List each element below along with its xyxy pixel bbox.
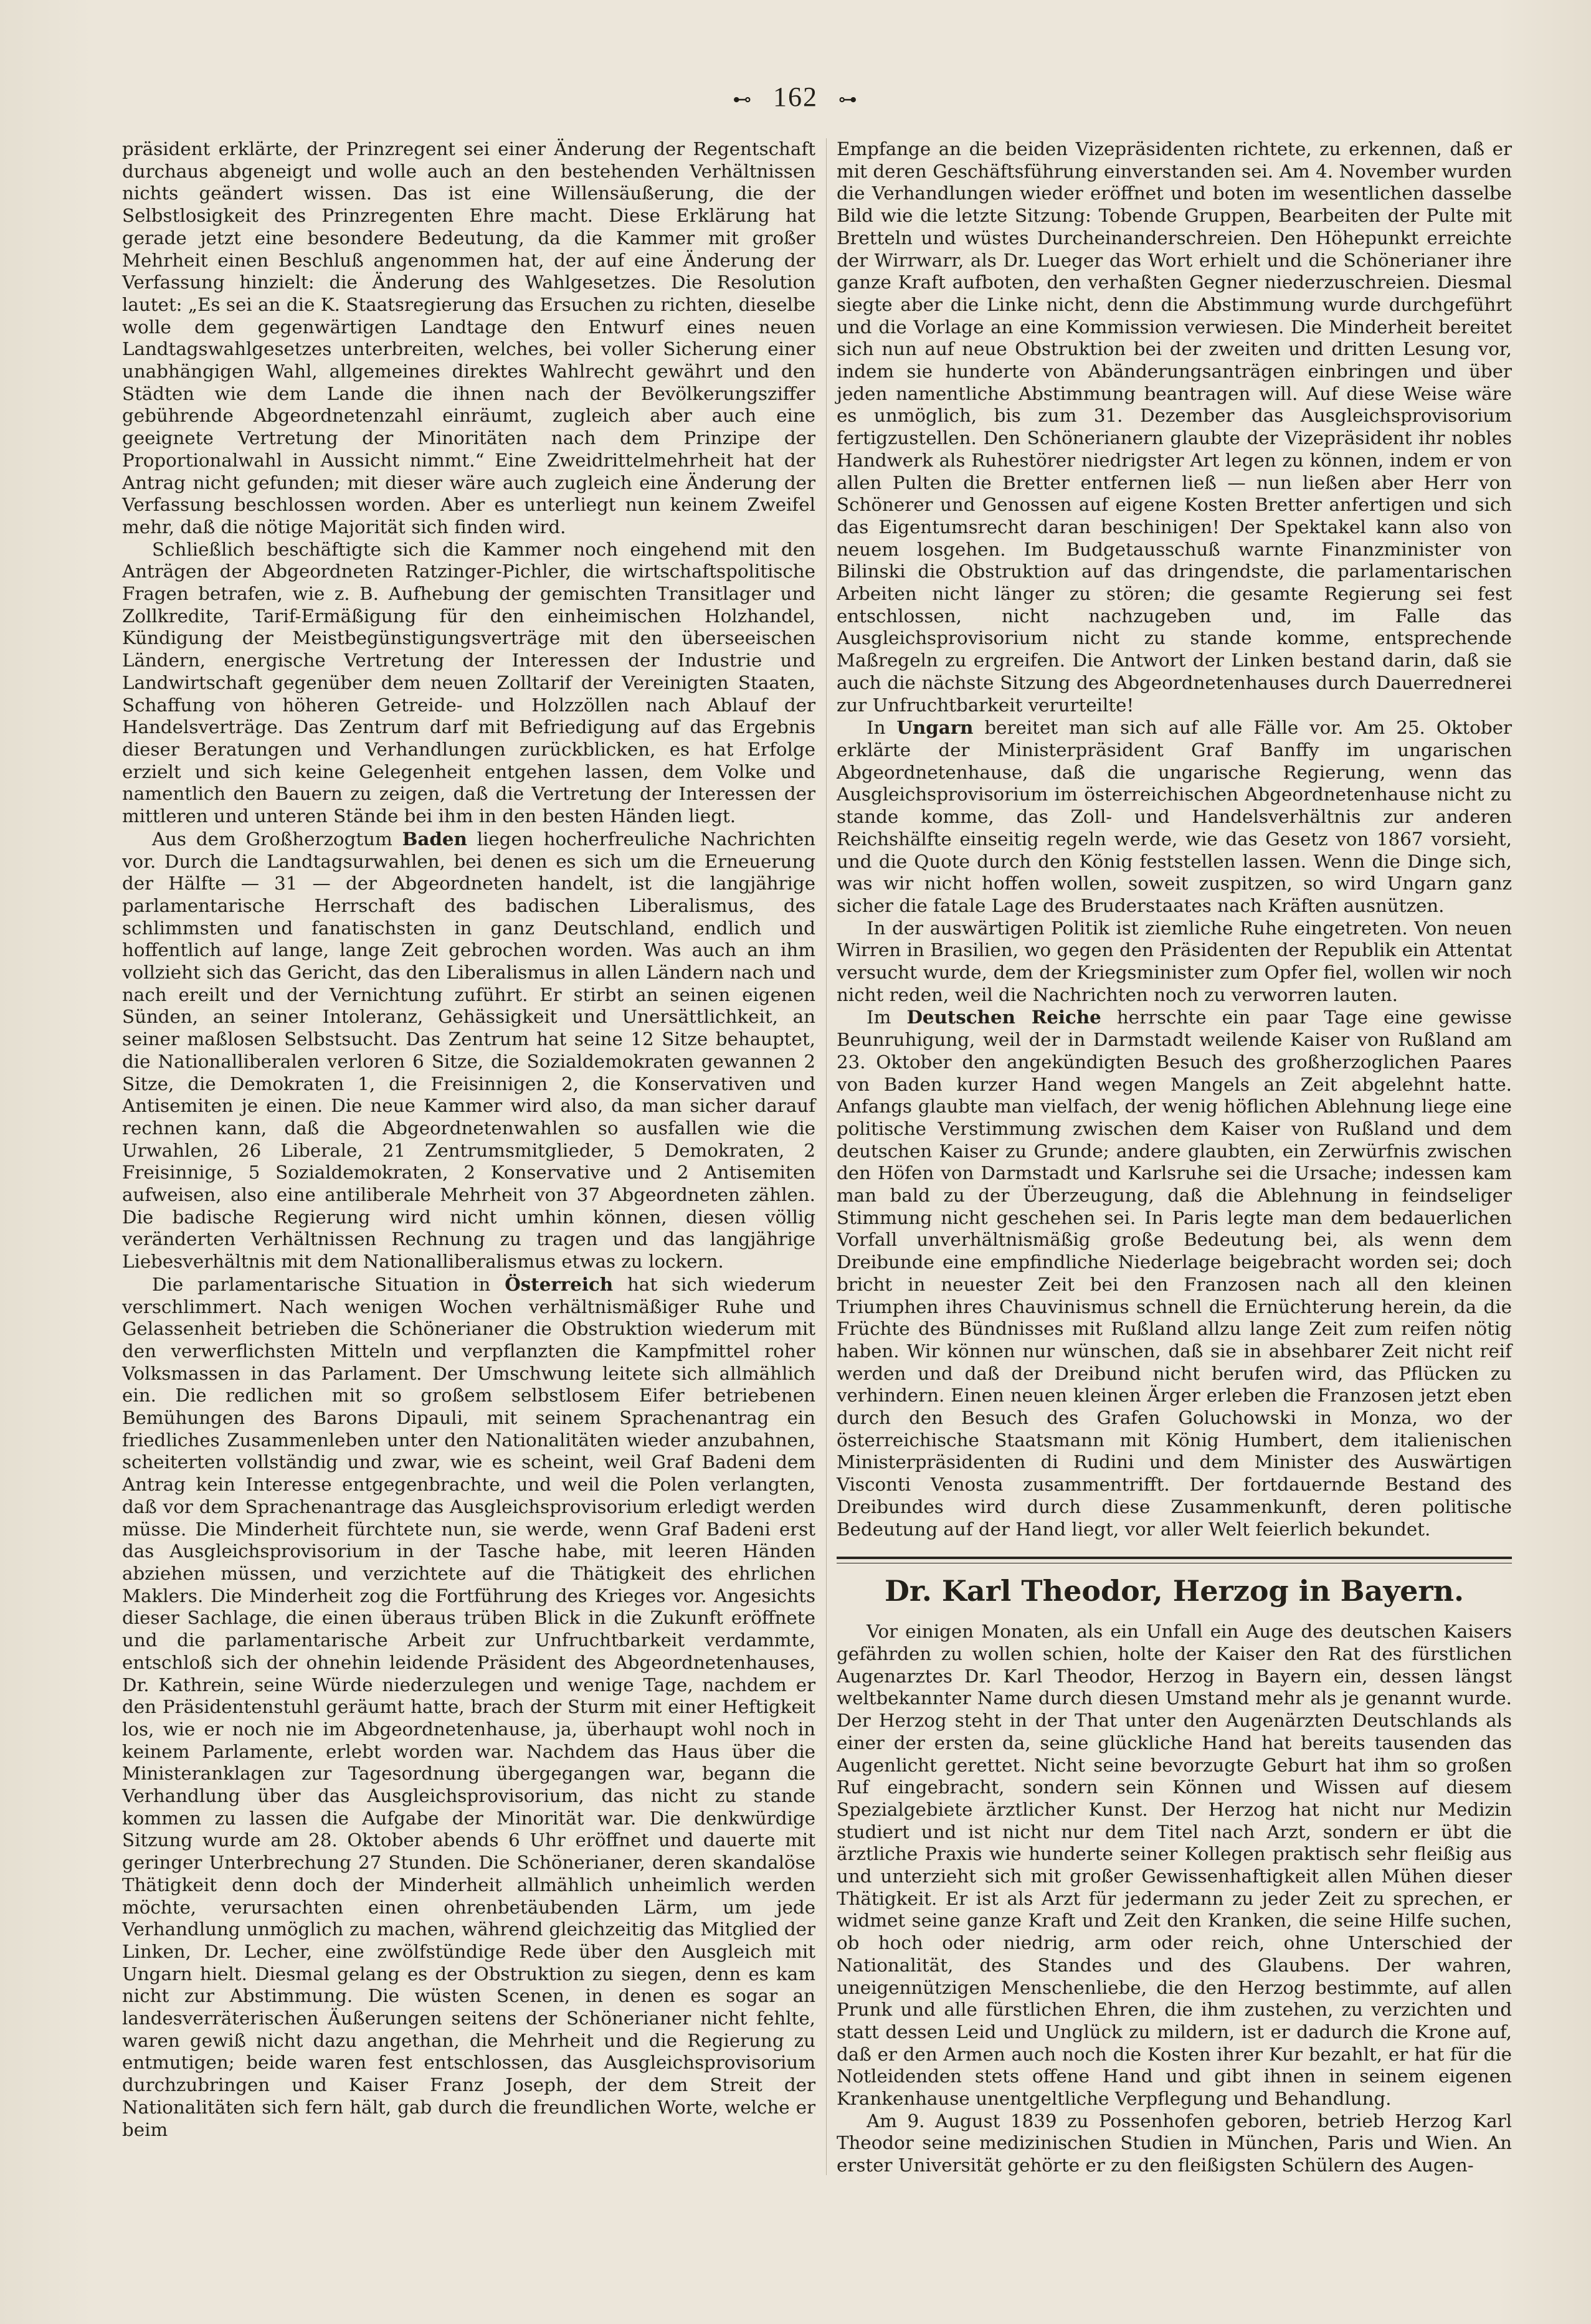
baden-keyword: Baden: [402, 827, 467, 850]
right-column: [837, 138, 1512, 2177]
austria-keyword: Österreich: [505, 1273, 614, 1295]
paragraph-chamber-motions: Schließlich beschäftigte sich die Kammer noch eingehend mit den Anträgen der Abgeordneten Ratzinger-Pichler, die wirtschaftspolitische Fragen betrafen, wie z. B. Aufhebung der gemischten Transitlager und Zollkredite, Tarif-Ermäßigung für den einheimischen Holzhandel, Kündigung der Meistbegünstigungsverträge mit den überseeischen Ländern, energische Vertretung der Interessen der Industrie und Landwirtschaft gegenüber dem neuen Zolltarif der Vereinigten Staaten, Schaffung von höheren Getreide- und Holzzöllen nach Ablauf der Handelsverträge. Das Zentrum darf mit Befriedigung auf das Ergebnis dieser Beratungen und Verhandlungen zurückblicken, es hat Erfolge erzielt und sich keine Gelegenheit entgehen lassen, dem Volke und namentlich den Bauern zu zeigen, daß die Vertretung der Interessen der mittleren und unteren Stände bei ihm in den besten Händen liegt.: [122, 538, 815, 827]
ornament-left-icon: ⊷: [733, 88, 753, 111]
hungary-keyword: Ungarn: [896, 716, 974, 739]
left-column: [122, 138, 815, 2141]
german-intro: Im: [867, 1007, 907, 1028]
paragraph-foreign-policy: In der auswärtigen Politik ist ziemliche Ruhe eingetreten. Von neuen Wirren in Brasilien, wo gegen den Präsidenten der Republik ein Attentat versucht wurde, dem der Kriegsminister zum Opfer fiel, wollen wir noch nicht reden, weil die Nachrichten noch zu verworren lauten.: [837, 917, 1512, 1005]
austria-intro: Die parlamentarische Situation in: [152, 1273, 505, 1295]
paragraph-baden: [122, 828, 815, 1273]
hungary-text: bereitet man sich auf alle Fälle vor. Am 25. Oktober erklärte der Ministerpräsident Graf Banffy im ungarischen Abgeordnetenhause, daß die ungarische Regierung, wenn das Ausgleichsprovisorium im österreichischen Abgeordnetenhause nicht zu stande komme, das Zoll- und Handelsverhältnis zur anderen Reichshälfte einseitig regeln werde, wie das Gesetz von 1867 vorsieht, und die Quote durch den König feststellen lassen. Wenn die Dinge sich, was wir nicht hoffen wollen, soweit zuspitzen, so wird Ungarn ganz sicher die fatale Lage des Bruderstaates nach Kräften ausnützen.: [837, 717, 1513, 916]
hungary-intro: In: [867, 717, 897, 739]
austria-text: hat sich wiederum verschlimmert. Nach wenigen Wochen verhältnismäßiger Ruhe und Gelassenheit betrieben die Schönerianer die Obstruktion wiederum mit den verwerflichsten Mitteln und verpflanzten die Kampfmittel roher Volksmassen in das Parlament. Der Umschwung leitete sich allmählich ein. Die redlichen mit so großem selbstlosem Eifer betriebenen Bemühungen des Barons Dipauli, mit seinem Sprachenantrag ein friedliches Zusammenleben unter den Nationalitäten wieder anzubahnen, scheiterten vollständig und zwar, wie es scheint, weil Graf Badeni dem Antrag kein Interesse entgegenbrachte, und weil die Polen verlangten, daß vor dem Sprachenantrage das Ausgleichsprovisorium erledigt werden müsse. Die Minderheit fürchtete nun, sie werde, wenn Graf Badeni erst das Ausgleichsprovisorium in der Tasche habe, mit leeren Händen abziehen müssen, und verzichtete auf die Thätigkeit des ehrlichen Maklers. Die Minderheit zog die Fortführung des Krieges vor. Angesichts dieser Sachlage, die einen überaus trüben Blick in die Zukunft eröffnete und die parlamentarische Arbeit zur Unfruchtbarkeit verdammte, entschloß sich der ohnehin leidende Präsident des Abgeordnetenhauses, Dr. Kathrein, seine Würde niederzulegen und wenige Tage, nachdem er den Präsidentenstuhl geräumt hatte, brach der Sturm mit einer Heftigkeit los, wie er noch nie im Abgeordnetenhause, ja, überhaupt wohl noch in keinem Parlamente, erlebt worden war. Nachdem das Haus über die Ministeranklagen zur Tagesordnung übergegangen war, begann die Verhandlung über das Ausgleichsprovisorium, das nicht zu stande kommen zu lassen die Aufgabe der Minorität war. Die denkwürdige Sitzung wurde am 28. Oktober abends 6 Uhr eröffnet und dauerte mit geringer Unterbrechung 27 Stunden. Die Schönerianer, deren skandalöse Thätigkeit denn doch der Minderheit allmählich unheimlich werden möchte, verursachten einen ohrenbetäubenden Lärm, um jede Verhandlung unmöglich zu machen, während gleichzeitig das Mitglied der Linken, Dr. Lecher, eine zwölfstündige Rede über den Ausgleich mit Ungarn hielt. Diesmal gelang es der Obstruktion zu siegen, denn es kam nicht zur Abstimmung. Die wüsten Scenen, in denen es sogar an landesverräterischen Äußerungen seitens der Schönerianer nicht fehlte, waren gewiß nicht dazu angethan, die Mehrheit und die Regierung zu entmutigen; beide waren fest entschlossen, das Ausgleichsprovisorium durchzubringen und Kaiser Franz Joseph, der dem Streit der Nationalitäten sich fern hält, gab durch die freundlichen Worte, welche er beim: [122, 1273, 815, 2140]
paragraph-austria-continued: Empfange an die beiden Vizepräsidenten richtete, zu erkennen, daß er mit deren Geschäftsführung einverstanden sei. Am 4. November wurden die Verhandlungen wieder eröffnet und boten im wesentlichen dasselbe Bild wie die letzte Sitzung: Tobende Gruppen, Bearbeiten der Pulte mit Bretteln und wüstes Durcheinanderschreien. Den Höhepunkt erreichte der Wirrwarr, als Dr. Lueger das Wort erhielt und die Schönerianer ihre ganze Kraft aufboten, den verhaßten Gegner niederzuschreien. Diesmal siegte aber die Linke nicht, denn die Abstimmung wurde durchgeführt und die Vorlage an eine Kommission verwiesen. Die Minderheit bereitet sich nun auf neue Obstruktion bei der zweiten und dritten Lesung vor, indem sie hunderte von Abänderungsanträgen einbringen und über jeden namentliche Abstimmung beantragen will. Auf diese Weise wäre es unmöglich, bis zum 31. Dezember das Ausgleichsprovisorium fertigzustellen. Den Schönerianern glaubte der Vizepräsident ihr nobles Handwerk als Ruhestörer niedrigster Art legen zu können, indem er von allen Pulten die Bretter entfernen ließ — nun ließen aber Herr von Schönerer und Genossen auf eigene Kosten Bretter anfertigen und sich das Eigentumsrecht daran beschinigen! Der Spektakel kann also von neuem losgehen. Im Budgetausschuß warnte Finanzminister von Bilinski die Obstruktion auf das dringendste, die parlamentarischen Arbeiten nicht länger zu stören; die gesamte Regierung sei fest entschlossen, nicht nachzugeben und, im Falle das Ausgleichsprovisorium nicht zu stande komme, entsprechende Maßregeln zu ergreifen. Die Antwort der Linken bestand darin, daß sie auch die nächste Sitzung des Abgeordnetenhauses durch Dauerrednerei zur Unfruchtbarkeit verurteilte!: [837, 138, 1512, 716]
german-keyword: Deutschen Reiche: [906, 1006, 1101, 1028]
column-divider: [826, 138, 827, 2175]
page-number: 162: [773, 82, 818, 112]
section-rule: [837, 1557, 1512, 1563]
paragraph-hungary: [837, 716, 1512, 917]
paragraph-austria: [122, 1273, 815, 2141]
article-paragraph-2: Am 9. August 1839 zu Possenhofen geboren, betrieb Herzog Karl Theodor seine medizinischen Studien in München, Paris und Wien. An erster Universität gehörte er zu den fleißigsten Schülern des Augen-: [837, 2110, 1512, 2176]
paragraph-german-empire: [837, 1006, 1512, 1540]
german-text: herrschte ein paar Tage eine gewisse Beunruhigung, weil der in Darmstadt weilende Kaiser von Rußland am 23. Oktober den angekündigten Besuch des großherzoglichen Paares von Baden kurzer Hand wegen Mangels an Zeit abgelehnt hatte. Anfangs glaubte man vielfach, der wenig höflichen Ablehnung liege eine politische Verstimmung zwischen dem Kaiser von Rußland und dem deutschen Kaiser zu Grunde; andere glaubten, ein Zerwürfnis zwischen den Höfen von Darmstadt und Karlsruhe sei die Ursache; indessen kam man bald zu der Überzeugung, daß die Ablehnung in feindseliger Stimmung nicht geschehen sei. In Paris legte man dem bedauerlichen Vorfall unverhältnismäßig große Bedeutung bei, als wenn dem Dreibunde eine empfindliche Niederlage beigebracht worden sei; doch bricht in neuester Zeit bei den Franzosen nach all den kleinen Triumphen ihres Chauvinismus schnell die Ernüchterung herein, da die Früchte des Bündnisses mit Rußland allzu lange Zeit zum reifen nötig haben. Wir können nur wünschen, daß sie in absehbarer Zeit nicht reif werden und daß der Dreibund nicht berufen wird, das Pflücken zu verhindern. Einen neuen kleinen Ärger erleben die Franzosen jetzt eben durch den Besuch des Grafen Goluchowski in Monza, wo der österreichische Staatsmann mit König Humbert, dem italienischen Ministerpräsidenten di Rudini und dem Minister des Auswärtigen Visconti Venosta zusammentrifft. Der fortdauernde Bestand des Dreibundes wird durch diese Zusammenkunft, deren politische Bedeutung auf der Hand liegt, vor aller Welt feierlich bekundet.: [837, 1007, 1513, 1540]
baden-intro: Aus dem Großherzogtum: [152, 828, 402, 850]
article-paragraph-1: Vor einigen Monaten, als ein Unfall ein Auge des deutschen Kaisers gefährden zu wollen schien, holte der Kaiser den Rat des fürstlichen Augenarztes Dr. Karl Theodor, Herzog in Bayern ein, dessen längst weltbekannter Name durch diesen Umstand mehr als je genannt wurde. Der Herzog steht in der That unter den Augenärzten Deutschlands als einer der ersten da, seine glückliche Hand hat bereits tausenden das Augenlicht gerettet. Nicht seine bevorzugte Geburt hat ihm so großen Ruf eingebracht, sondern sein Können und Wissen auf diesem Spezialgebiete ärztlicher Kunst. Der Herzog hat nicht nur Medizin studiert und ist nicht nur dem Titel nach Arzt, sondern er übt die ärztliche Praxis wie hunderte seiner Kollegen praktisch sehr fleißig aus und unterzieht sich mit großer Gewissenhaftigkeit allen Mühen dieser Thätigkeit. Er ist als Arzt für jedermann zu jeder Zeit zu sprechen, er widmet seine ganze Kraft und Zeit den Kranken, die seine Hilfe suchen, ob hoch oder niedrig, arm oder reich, ohne Unterschied der Nationalität, des Standes und des Glaubens. Der wahren, uneigennützigen Menschenliebe, die den Herzog bestimmte, auf allen Prunk und alle fürstlichen Ehren, die ihm zustehen, zu verzichten und statt dessen Leid und Unglück zu mildern, ist er dadurch die Krone auf, daß er den Armen auch noch die Kosten ihrer Kur bezahlt, er hat für die Notleidenden stets offene Hand und gibt ihnen in seinem eigenen Krankenhause unentgeltliche Verpflegung und Behandlung.: [837, 1621, 1512, 2110]
page-header: [0, 81, 1591, 113]
article-title: Dr. Karl Theodor, Herzog in Bayern.: [884, 1574, 1465, 1608]
baden-text: liegen hocherfreuliche Nachrichten vor. Durch die Landtagsurwahlen, bei denen es sich um die Erneuerung der Hälfte — 31 — der Abgeordneten handelt, ist die langjährige parlamentarische Herrschaft des badischen Liberalismus, des schlimmsten und fanatischsten in ganz Deutschland, endlich und hoffentlich auf lange, lange Zeit gebrochen worden. Was auch an ihm vollzieht sich das Gericht, das den Liberalismus in allen Ländern nach und nach ereilt und der Vernichtung zuführt. Er stirbt an seinen eigenen Sünden, an seiner Intoleranz, Gehässigkeit und Unersättlichkeit, an seiner maßlosen Selbstsucht. Das Zentrum hat seine 12 Sitze behauptet, die Nationalliberalen verloren 6 Sitze, die Sozialdemokraten gewannen 2 Sitze, die Demokraten 1, die Freisinnigen 2, die Konservativen und Antisemiten je einen. Die neue Kammer wird also, da man sicher darauf rechnen kann, daß die Abgeordnetenwahlen so ausfallen wie die Urwahlen, 26 Liberale, 21 Zentrumsmitglieder, 5 Demokraten, 2 Freisinnige, 5 Sozialdemokraten, 2 Konservative und 2 Antisemiten aufweisen, also eine antiliberale Mehrheit von 37 Abgeordneten zählen. Die badische Regierung wird nicht umhin können, diesen völlig veränderten Verhältnissen Rechnung zu tragen und das langjährige Liebesverhältnis mit dem Nationalliberalismus etwas zu lockern.: [122, 828, 815, 1273]
ornament-right-icon: ⊶: [838, 88, 858, 111]
paragraph-bavaria-regency: präsident erklärte, der Prinzregent sei einer Änderung der Regentschaft durchaus abgeneigt und wolle auch an den bestehenden Verhältnissen nichts geändert wissen. Das ist eine Willensäußerung, die der Selbstlosigkeit des Prinzregenten Ehre macht. Diese Erklärung hat gerade jetzt eine besondere Bedeutung, da die Kammer mit großer Mehrheit einen Beschluß angenommen hat, der auf eine Änderung der Verfassung hinzielt: die Änderung des Wahlgesetzes. Die Resolution lautet: „Es sei an die K. Staatsregierung das Ersuchen zu richten, dieselbe wolle dem gegenwärtigen Landtage den Entwurf eines neuen Landtagswahlgesetzes unterbreiten, welches, bei voller Sicherung einer unabhängigen Wahl, allgemeines direktes Wahlrecht gewährt und den Städten wie dem Lande die ihnen nach der Bevölkerungsziffer gebührende Abgeordnetenzahl einräumt, zugleich aber auch eine geeignete Vertretung der Minoritäten nach dem Prinzipe der Proportionalwahl in Aussicht nimmt.“ Eine Zweidrittelmehrheit hat der Antrag nicht gefunden; mit dieser wäre auch zugleich eine Änderung der Verfassung beschlossen worden. Aber es unterliegt nun keinem Zweifel mehr, daß die nötige Majorität sich finden wird.: [122, 138, 815, 538]
